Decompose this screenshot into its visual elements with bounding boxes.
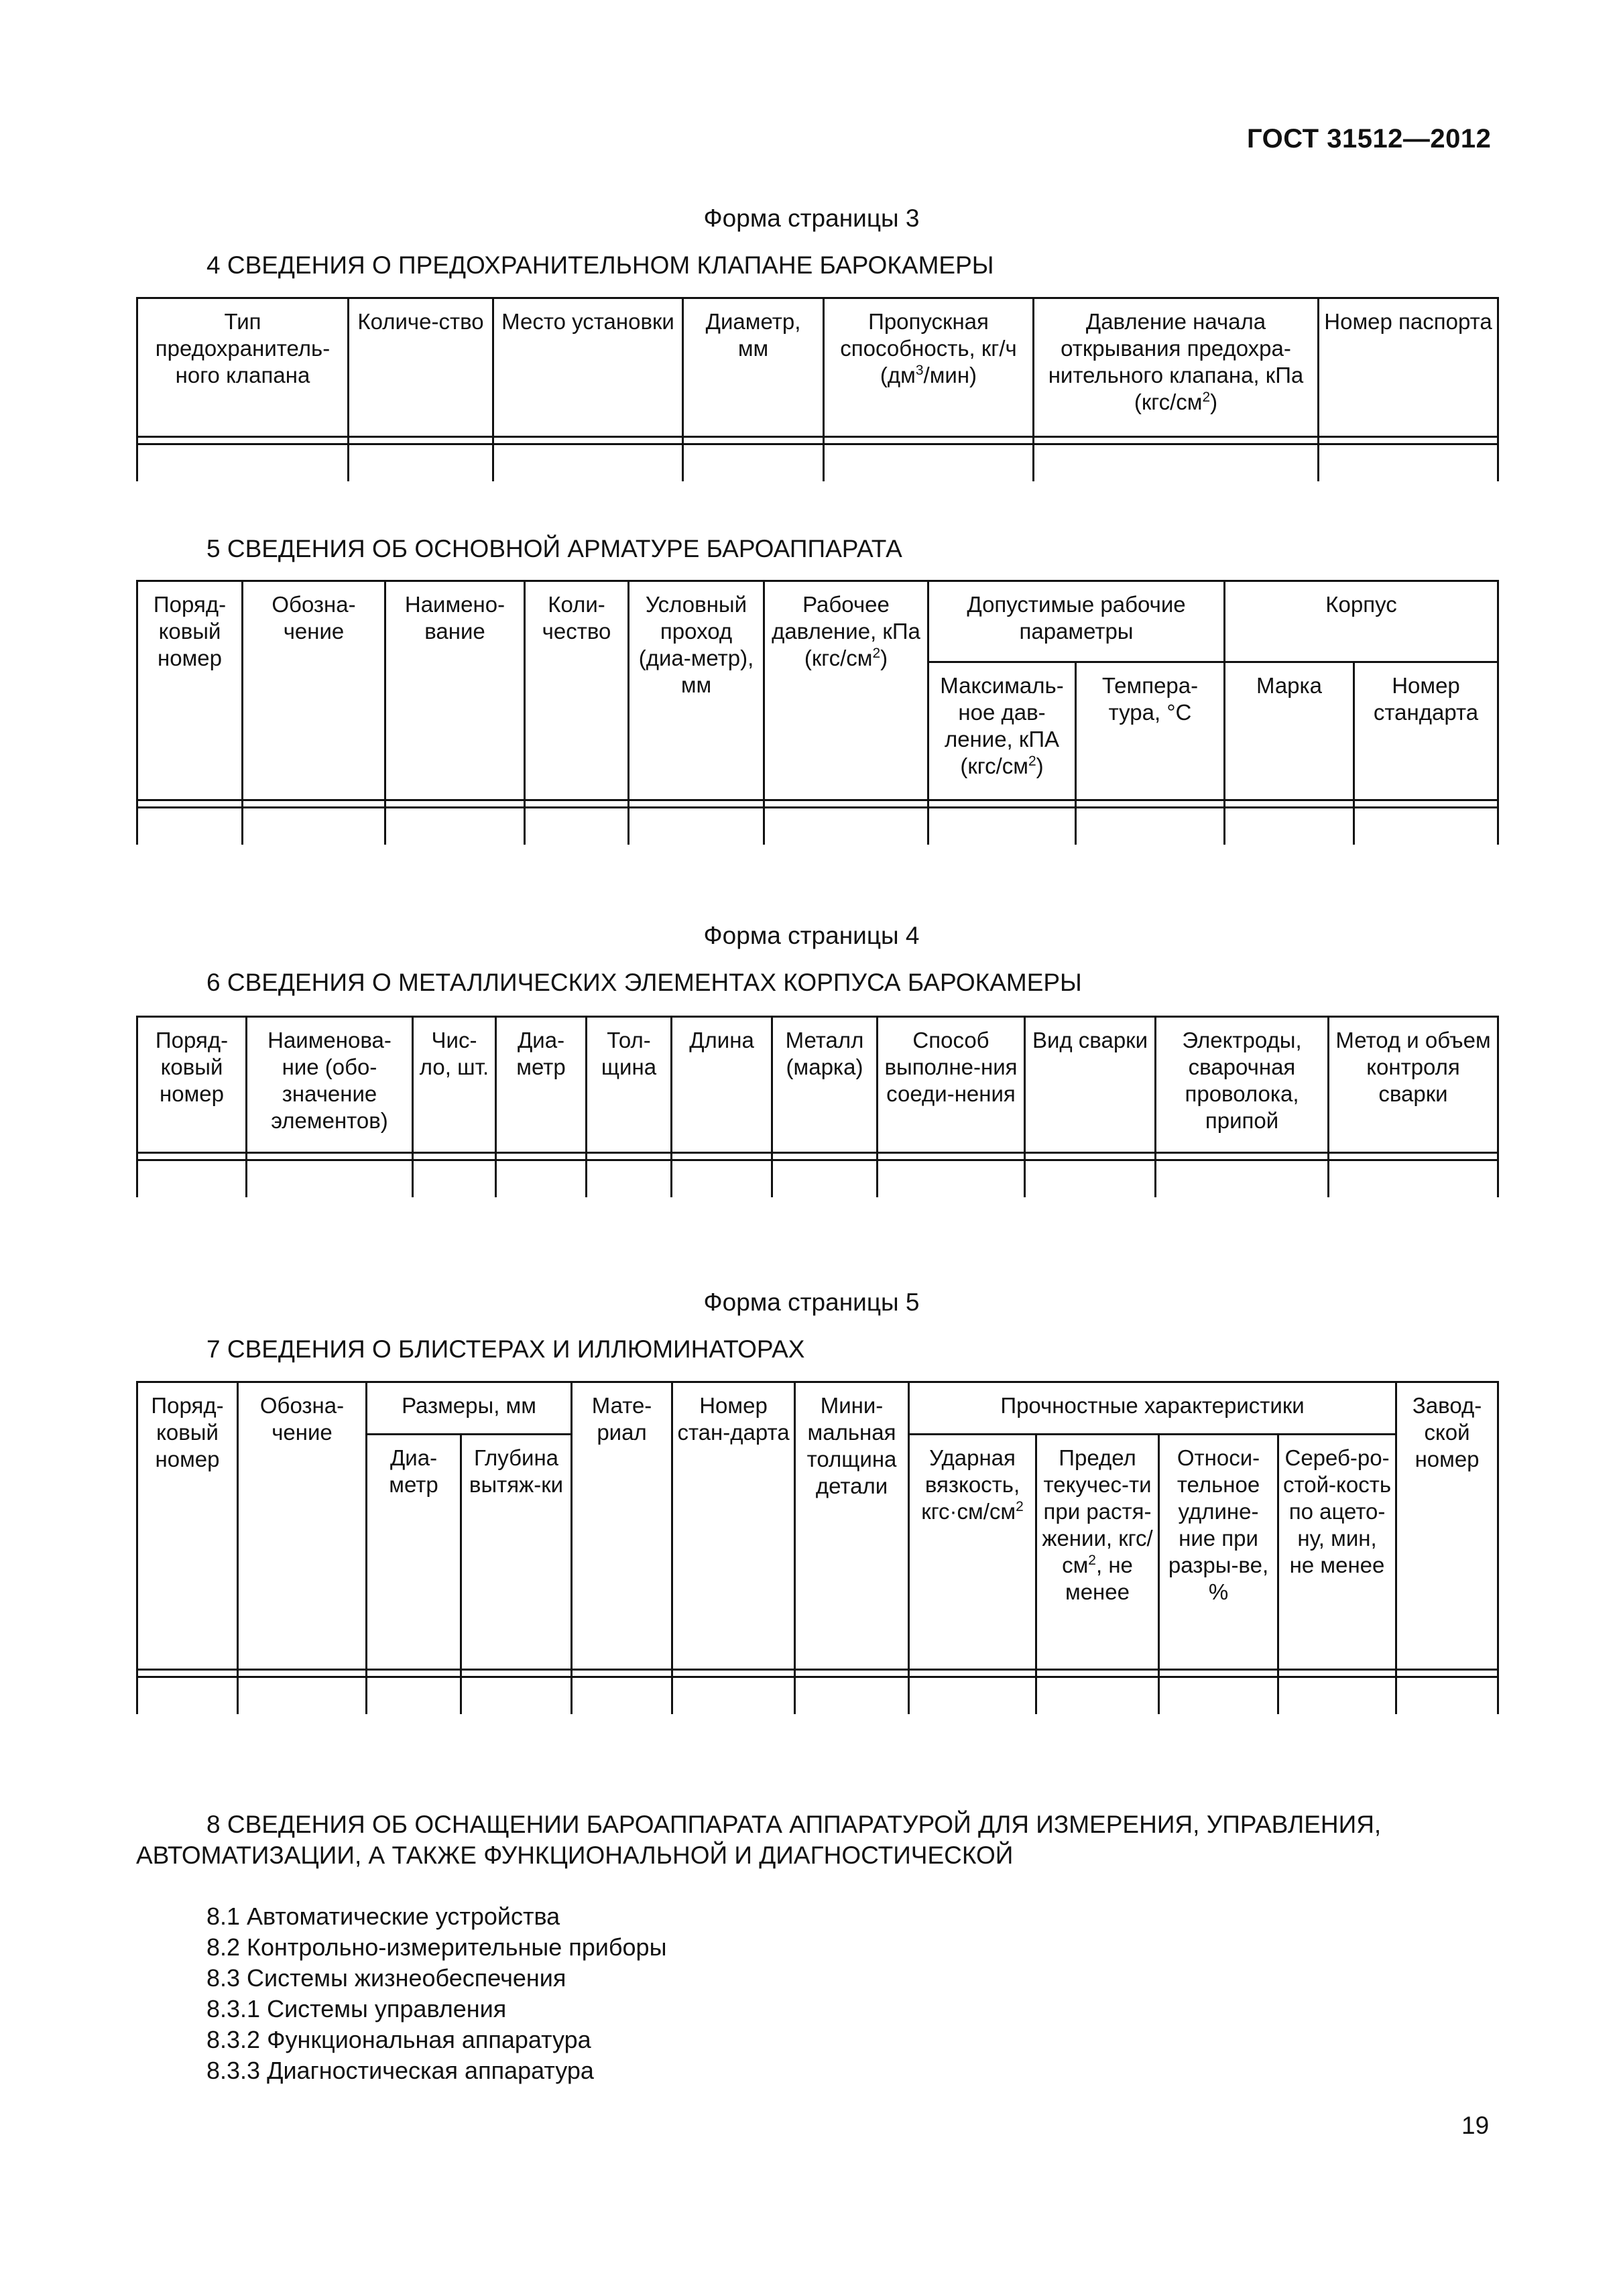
header-length: Длина	[672, 1017, 772, 1153]
header-order-number: Поряд-ковый номер	[137, 581, 243, 800]
header-valve-type: Тип предохранитель-ного клапана	[137, 298, 349, 437]
header-sizes: Размеры, мм	[367, 1382, 572, 1435]
header-strength: Прочностные характеристики	[909, 1382, 1396, 1435]
list-item: 8.1 Автоматические устройства	[206, 1902, 560, 1930]
section-6-title: 6 СВЕДЕНИЯ О МЕТАЛЛИЧЕСКИХ ЭЛЕМЕНТАХ КОРПУСА БАРОКАМЕРЫ	[206, 969, 1082, 996]
header-count: Коли-чество	[525, 581, 629, 800]
header-quantity: Чис-ло, шт.	[413, 1017, 496, 1153]
section-5-title: 5 СВЕДЕНИЯ ОБ ОСНОВНОЙ АРМАТУРЕ БАРОАППАРАТА	[206, 535, 902, 562]
header-order-number: Поряд-ковый номер	[137, 1017, 247, 1153]
header-diameter: Диа-метр	[367, 1435, 461, 1670]
section-7-title: 7 СВЕДЕНИЯ О БЛИСТЕРАХ И ИЛЛЮМИНАТОРАХ	[206, 1335, 805, 1363]
header-order-number: Поряд-ковый номер	[137, 1382, 238, 1670]
table-row	[137, 1677, 1498, 1715]
blisters-table	[136, 1381, 1499, 1714]
section-8-title-line1: 8 СВЕДЕНИЯ ОБ ОСНАЩЕНИИ БАРОАППАРАТА АППАРАТУРОЙ ДЛЯ ИЗМЕРЕНИЯ, УПРАВЛЕНИЯ,	[206, 1811, 1382, 1838]
header-allowed-parameters: Допустимые рабочие параметры	[928, 581, 1225, 662]
header-diameter: Диа-метр	[496, 1017, 587, 1153]
header-temperature: Темпера-тура, °С	[1076, 662, 1225, 800]
header-passport-number: Номер паспорта	[1319, 298, 1498, 437]
header-elongation: Относи-тельное удлине-ние при разры-ве, %	[1159, 1435, 1278, 1670]
header-designation: Обозна-чение	[243, 581, 385, 800]
form-page-label: Форма страницы 5	[703, 1288, 920, 1316]
header-metal-grade: Металл (марка)	[772, 1017, 878, 1153]
table-row	[137, 444, 1498, 482]
header-yield-strength: Предел текучес-ти при растя-жении, кгс/$см^2$, не менее	[1036, 1435, 1159, 1670]
header-max-pressure: Максималь-ное дав-ление, кПА $(кгс/см^2)$	[928, 662, 1076, 800]
list-item: 8.3.3 Диагностическая аппаратура	[206, 2057, 594, 2084]
header-weld-control: Метод и объем контроля сварки	[1329, 1017, 1498, 1153]
header-designation: Обозна-чение	[238, 1382, 367, 1670]
form-page-label: Форма страницы 3	[703, 204, 920, 232]
header-diameter: Диаметр, мм	[683, 298, 824, 437]
header-min-thickness: Мини-мальная толщина детали	[795, 1382, 909, 1670]
list-item: 8.3.2 Функциональная аппаратура	[206, 2026, 591, 2053]
list-item: 8.3 Системы жизнеобеспечения	[206, 1964, 566, 1992]
table-row	[137, 808, 1498, 845]
header-nominal-bore: Условный проход (диа-метр), мм	[629, 581, 764, 800]
header-material: Мате-риал	[572, 1382, 672, 1670]
header-opening-pressure: Давление начала открывания предохра-нительного клапана, кПа $(кгс/см^2)$	[1034, 298, 1319, 437]
form-page-label: Форма страницы 4	[703, 922, 920, 949]
header-working-pressure: Рабочее давление, кПа $(кгс/см^2)$	[764, 581, 928, 800]
header-standard-number: Номер стандарта	[1354, 662, 1498, 800]
safety-valve-table	[136, 297, 1499, 481]
table-row	[137, 1160, 1498, 1198]
list-item: 8.2 Контрольно-измерительные приборы	[206, 1933, 667, 1961]
header-standard-number: Номер стан-дарта	[672, 1382, 795, 1670]
section-8-title-line2: АВТОМАТИЗАЦИИ, А ТАКЖЕ ФУНКЦИОНАЛЬНОЙ И ДИАГНОСТИЧЕСКОЙ	[136, 1841, 1014, 1869]
header-impact-strength: Ударная вязкость, $кгс\cdot см/см^2$	[909, 1435, 1036, 1670]
section-4-title: 4 СВЕДЕНИЯ О ПРЕДОХРАНИТЕЛЬНОМ КЛАПАНЕ БАРОКАМЕРЫ	[206, 251, 994, 279]
header-thickness: Тол-щина	[587, 1017, 672, 1153]
header-silver-resistance: Сереб-ро-стой-кость по ацето-ну, мин, не менее	[1278, 1435, 1396, 1670]
header-body: Корпус	[1225, 581, 1498, 662]
header-install-place: Место установки	[493, 298, 683, 437]
header-factory-number: Завод-ской номер	[1396, 1382, 1498, 1670]
standard-code: ГОСТ 31512—2012	[1247, 124, 1492, 154]
header-count: Количе-ство	[349, 298, 493, 437]
header-electrodes: Электроды, сварочная проволока, припой	[1156, 1017, 1329, 1153]
metal-elements-table	[136, 1016, 1499, 1197]
header-name: Наимено-вание	[385, 581, 525, 800]
header-capacity: Пропускная способность, кг/ч $(дм^3/мин)$	[824, 298, 1034, 437]
header-draw-depth: Глубина вытяж-ки	[461, 1435, 572, 1670]
header-weld-type: Вид сварки	[1025, 1017, 1156, 1153]
fittings-table	[136, 580, 1499, 845]
header-grade: Марка	[1225, 662, 1354, 800]
header-element-name: Наименова-ние (обо-значение элементов)	[247, 1017, 413, 1153]
header-joint-method: Способ выполне-ния соеди-нения	[878, 1017, 1025, 1153]
page-number: 19	[1461, 2112, 1490, 2139]
list-item: 8.3.1 Системы управления	[206, 1995, 507, 2022]
